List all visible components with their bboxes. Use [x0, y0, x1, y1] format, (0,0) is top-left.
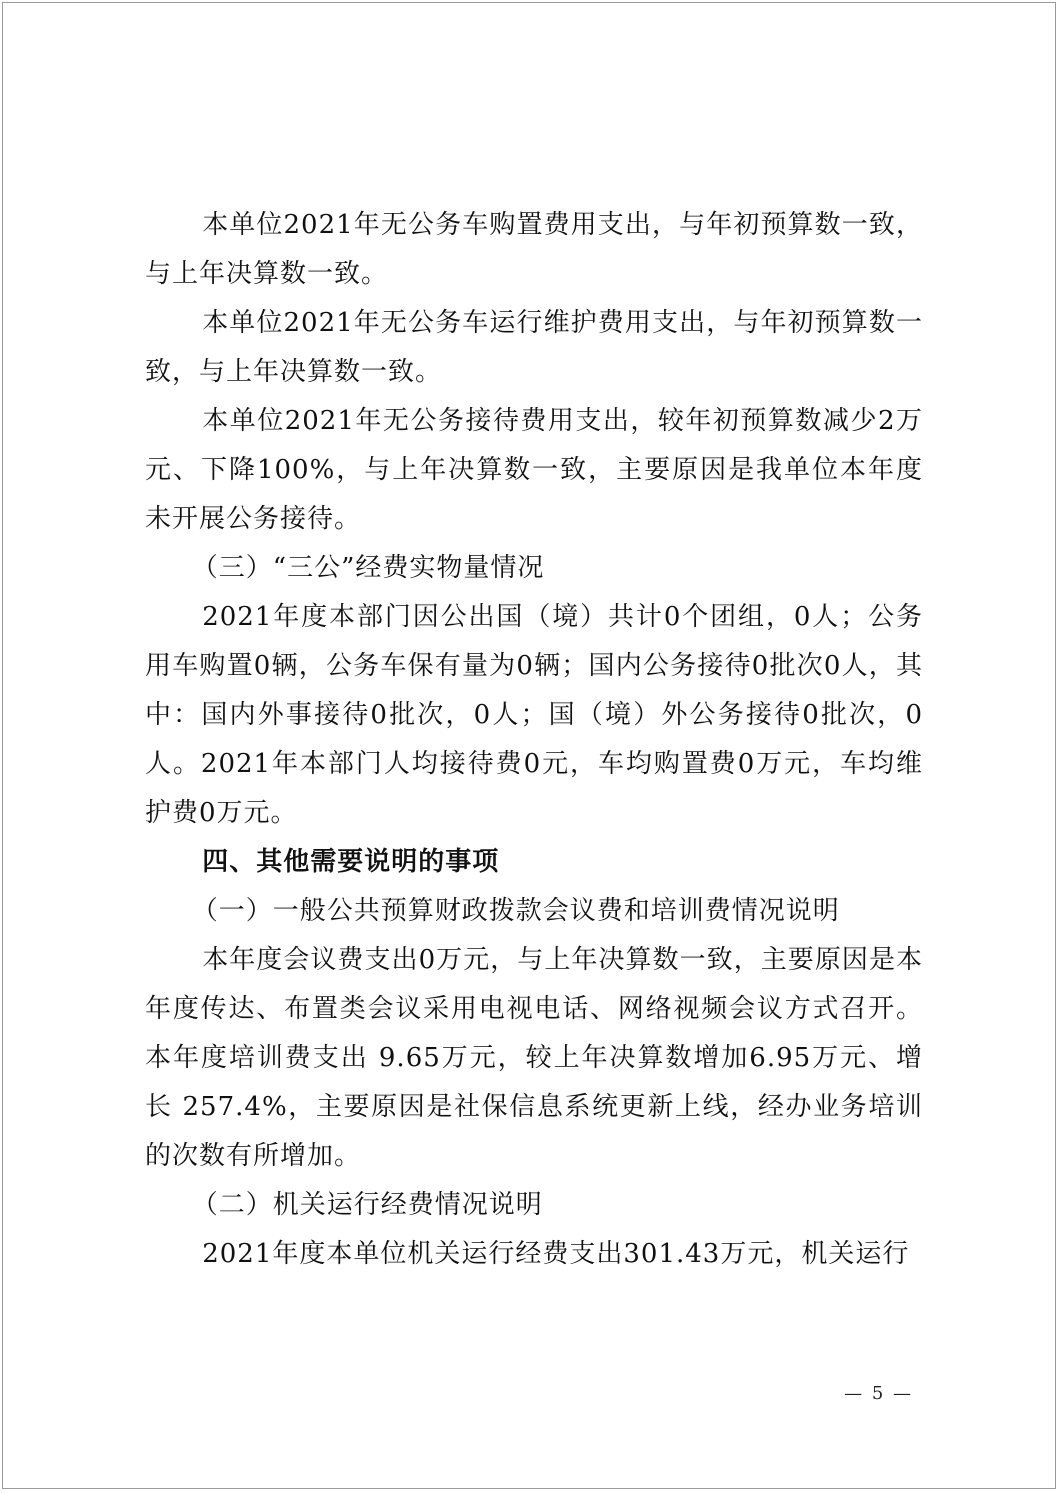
document-page	[2, 2, 1056, 1489]
section-heading-meeting-training: （一）一般公共预算财政拨款会议费和培训费情况说明	[191, 896, 840, 926]
section-heading-other-matters: 四、其他需要说明的事项	[202, 847, 500, 877]
paragraph-reception: 本单位2021年无公务接待费用支出，较年初预算数减少2万元、下降100%，与上年决算数一致，主要原因是我单位本年度未开展公务接待。	[145, 406, 923, 534]
paragraph-vehicle-maintenance: 本单位2021年无公务车运行维护费用支出，与年初预算数一致，与上年决算数一致。	[145, 308, 923, 387]
paragraph-operating-expenses: 2021年度本单位机关运行经费支出301.43万元，机关运行	[202, 1239, 910, 1269]
paragraph-physical-quantity: 2021年度本部门因公出国（境）共计0个团组，0人；公务用车购置0辆，公务车保有量为0辆；国内公务接待0批次0人，其中：国内外事接待0批次，0人；国（境）外公务接待0批次，0人。2021年本部门人均接待费0元，车均购置费0万元，车均维护费0万元。	[145, 602, 923, 828]
page-number: — 5 —	[844, 1383, 913, 1404]
section-heading-operating-expenses: （二）机关运行经费情况说明	[191, 1190, 543, 1220]
section-heading-physical-quantity: （三）“三公”经费实物量情况	[191, 553, 545, 583]
paragraph-meeting-training: 本年度会议费支出0万元，与上年决算数一致，主要原因是本年度传达、布置类会议采用电视电话、网络视频会议方式召开。本年度培训费支出 9.65万元，较上年决算数增加6.95万元、增长 257.4%，主要原因是社保信息系统更新上线，经办业务培训的次数有所增加。	[145, 945, 923, 1171]
paragraph-vehicle-purchase: 本单位2021年无公务车购置费用支出，与年初预算数一致，与上年决算数一致。	[145, 210, 923, 289]
document-body	[145, 201, 923, 1279]
